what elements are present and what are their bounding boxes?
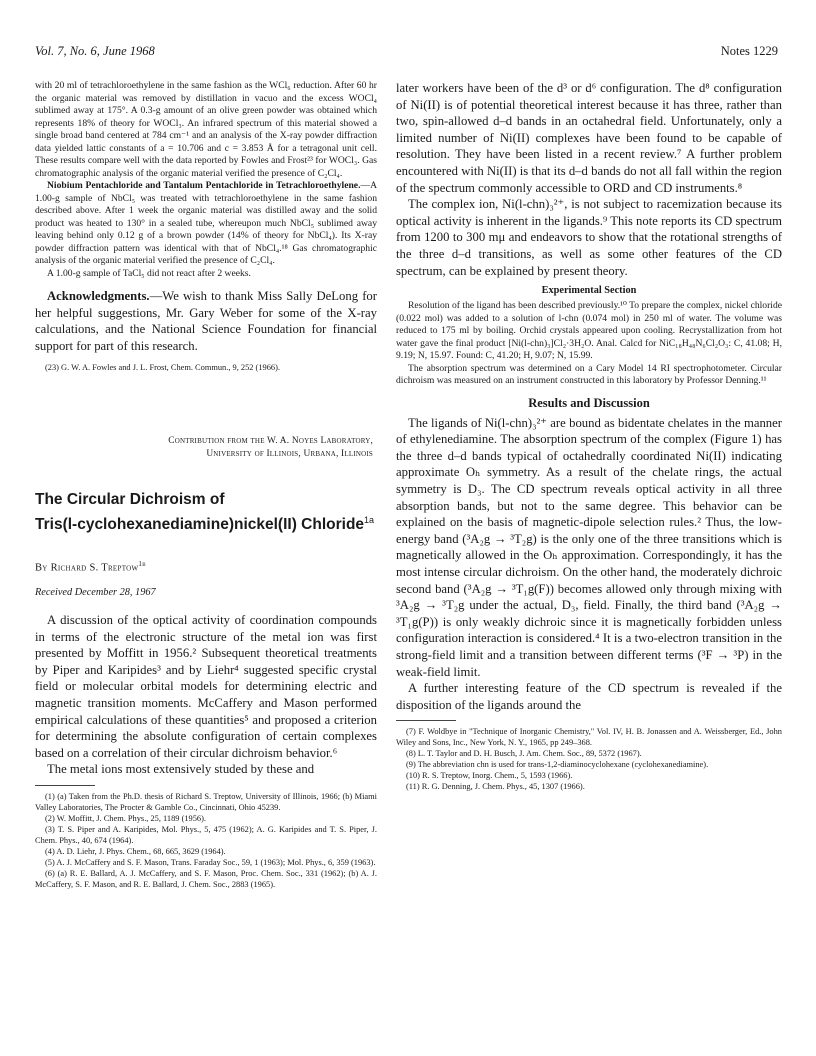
acknowledgments-text: —We wish to thank Miss Sally DeLong for her helpful suggestions, Mr. Gary Weber for some of the X-ray calculations, and the National Science Foundation for financial support for part of this research. [35, 289, 377, 353]
right-column [396, 80, 782, 792]
received-date: Received December 28, 1967 [35, 587, 156, 599]
acknowledgments-head: Acknowledgments. [47, 289, 150, 303]
footnote-7: (7) F. Woldbye in "Technique of Inorganic Chemistry," Vol. IV, H. B. Jonassen and A. Weissberger, Ed., John Wiley and Sons, Inc., New York, N. Y., 1965, pp 249–368. [396, 727, 782, 748]
footnote-rule [35, 785, 95, 786]
footnote-4: (4) A. D. Liehr, J. Phys. Chem., 68, 665, 3629 (1964). [45, 846, 226, 856]
complex-ion-paragraph: The complex ion, Ni(l-chn)₃²⁺, is not subject to racemization because its optical activity is inherent in the ligands.⁹ This note reports its CD spectrum from 1200 to 300 mμ and endeavors to show that the rotational strengths of the three d–d transitions, as well as some other features of the CD spectrum, can be explained by present theory. [396, 197, 782, 278]
niobium-text: —A 1.00-g sample of NbCl₅ was treated with tetrachloroethylene in the same fashion described above. After 1 week the organic material was distilled away and the solid product was heated to 130° in a sealed tube, whereupon much NbCl₅ sublimed away leaving behind only 0.12 g of a brown powder (14% of theory for NbCl₄). Its X-ray powder diffraction pattern was identical with that of NbCl₄.¹⁸ Gas chromatographic analysis of the organic material verified the presence of C₂Cl₄. [35, 180, 377, 266]
right-footnotes [396, 726, 782, 792]
footnote-10: (10) R. S. Treptow, Inorg. Chem., 5, 1593 (1966). [406, 771, 573, 781]
results-section-heading: Results and Discussion [528, 395, 650, 410]
results-paragraph-2: A further interesting feature of the CD spectrum is revealed if the disposition of the ligands around the [396, 681, 782, 712]
title-footnote-marker: 1a [364, 515, 375, 526]
footnote-1: (1) (a) Taken from the Ph.D. thesis of Richard S. Treptow, University of Illinois, 1966; (b) Miami Valley Laboratories, The Procter & Gamble Co., Cincinnati, Ohio 45239. [35, 791, 377, 812]
contribution-line-1: Contribution from the W. A. Noyes Laboratory, [168, 436, 373, 447]
author-name: By Richard S. Treptow [35, 562, 139, 574]
section-page-header: Notes 1229 [720, 44, 778, 58]
journal-volume-header: Vol. 7, No. 6, June 1968 [35, 44, 155, 58]
ni-configuration-paragraph: later workers have been of the d³ or d⁶ configuration. The d⁸ configuration of Ni(II) is of potential theoretical interest because it has three, rather than two, spin-allowed d–d bands in an octahedral field. Unfortunately, only a limited number of Ni(II) complexes have been found to be capable of resolution. They have been listed in a recent review.⁷ A further problem encountered with Ni(II) is that its d–d bands do not all fall within the region of the spectrum commonly accessible to ORD and CD instruments.⁸ [396, 81, 782, 195]
results-paragraph-1: The ligands of Ni(l-chn)₃²⁺ are bound as bidentate chelates in the manner of ethylenediamine. The absorption spectrum of the complex (Figure 1) has the three d–d bands typical of octahedrally coordinated Ni(II) indicating approximate Oₕ symmetry. As a result of the chelate rings, the actual symmetry is D₃. The CD spectrum reveals optical activity in all three absorption bands, but not to the same degree. This behavior can be explained on the basis of magnetic-dipole selection rules.² Thus, the low-energy band (³A₂g → ³T₂g) is the only one of the three transitions which is magnetically allowed in the Oₕ approximation. Correspondingly, it has the most intense circular dichroism. On the other hand, the moderately dichroic second band (³A₂g → ³T₁g(F)) becomes allowed only through mixing with ³A₂g → ³T₂g under the actual, D₃, field. Finally, the third band (³A₂g → ³T₁g(P)) is only weakly dichroic since it is magnetically forbidden unless configuration interaction is considered.⁴ It is a two-electron transition in the strong-field limit and a transition between different terms (³F → ³P) in the weak-field limit. [396, 415, 782, 679]
footnote-9: (9) The abbreviation chn is used for trans-1,2-diaminocyclohexane (cyclohexanediamine). [406, 760, 709, 770]
article-title [35, 489, 377, 535]
footnote-5: (5) A. J. McCaffery and S. F. Mason, Trans. Faraday Soc., 59, 1 (1963); Mol. Phys., 6, 359 (1963). [45, 857, 376, 867]
niobium-paragraph [35, 180, 377, 268]
footnote-3: (3) T. S. Piper and A. Karipides, Mol. Phys., 5, 475 (1962); A. G. Karipides and T. S. Piper, J. Chem. Phys., 40, 674 (1964). [35, 824, 377, 845]
introduction-paragraph: A discussion of the optical activity of coordination compounds in terms of the electronic structure of the metal ion was first presented by Moffitt in 1956.² Subsequent theoretical treatments by Piper and Karipides³ and by Liehr⁴ suggested specific crystal field or molecular orbital models for determining electric and magnetic transition moments. McCaffery and Mason performed empirical calculations of these quantities⁵ and proposed a criterion for determining the absolute configuration of certain complexes based on a correlation of their circular dichroism behavior.⁶ [35, 613, 377, 760]
footnote-6: (6) (a) R. E. Ballard, A. J. McCaffery, and S. F. Mason, Proc. Chem. Soc., 331 (1962); (b) A. J. McCaffery, S. F. Mason, and R. E. Ballard, J. Chem. Soc., 2883 (1965). [35, 868, 377, 889]
experimental-section-heading: Experimental Section [541, 285, 637, 297]
title-line-1: The Circular Dichroism of [35, 491, 225, 509]
acknowledgments-paragraph [35, 288, 377, 354]
footnote-8: (8) L. T. Taylor and D. H. Busch, J. Am. Chem. Soc., 89, 5372 (1967). [406, 749, 642, 759]
experimental-paragraph-1: Resolution of the ligand has been described previously.¹⁰ To prepare the complex, nickel chloride (0.022 mol) was added to a solution of l-chn (0.074 mol) in 250 ml of water. The volume was reduced to 175 ml by boiling. Orchid crystals appeared upon cooling. Recrystallization from hot water gave the final product [Ni(l-chn)₃]Cl₂·3H₂O. Anal. Calcd for NiC₁₈H₄₈N₆Cl₂O₃: C, 41.08; H, 9.19; N, 15.97. Found: C, 41.20; H, 9.07; N, 15.99. [396, 300, 782, 362]
footnote-rule-right [396, 720, 456, 721]
tantalum-paragraph: A 1.00-g sample of TaCl₅ did not react after 2 weeks. [47, 267, 251, 279]
author-byline [35, 560, 377, 574]
left-column [35, 80, 377, 890]
niobium-run-in-head: Niobium Pentachloride and Tantalum Pentachloride in Tetrachloroethylene. [47, 180, 361, 191]
footnote-2: (2) W. Moffitt, J. Chem. Phys., 25, 1189 (1956). [45, 813, 206, 823]
experimental-paragraph-2: The absorption spectrum was determined on a Cary Model 14 RI spectrophotometer. Circular dichroism was measured on an instrument constructed in this laboratory by Professor Denning.¹¹ [396, 362, 782, 387]
footnote-11: (11) R. G. Denning, J. Chem. Phys., 45, 1307 (1966). [406, 782, 585, 792]
metal-ions-paragraph: The metal ions most extensively studed by these and [47, 762, 315, 777]
continued-paragraph: with 20 ml of tetrachloroethylene in the same fashion as the WCl₆ reduction. After 60 hr the organic material was removed by distillation in vacuo and the excess WOCl₄ sublimed away at 175°. A 0.3-g amount of an olive green powder was obtained which represents 18% of theory for WOCl₃. An infrared spectrum of this material showed a single broad band centered at 784 cm⁻¹ and an analysis of the X-ray powder diffraction data yielded lattic constants of a = 10.706 and c = 3.853 Å for a tetragonal unit cell. These results compare well with the data reported by Fowles and Frost²³ for WOCl₃. Gas chromatographic analysis of the organic material verified the presence of C₂Cl₄. [35, 80, 377, 179]
contribution-line-2: University of Illinois, Urbana, Illinois [206, 449, 373, 460]
footnote-23: (23) G. W. A. Fowles and J. L. Frost, Chem. Commun., 9, 252 (1966). [45, 363, 280, 373]
contribution-block [35, 435, 377, 461]
author-footnote-marker: 1b [138, 559, 146, 568]
title-line-2: Tris(l-cyclohexanediamine)nickel(II) Chloride [35, 516, 365, 534]
left-footnotes [35, 791, 377, 890]
